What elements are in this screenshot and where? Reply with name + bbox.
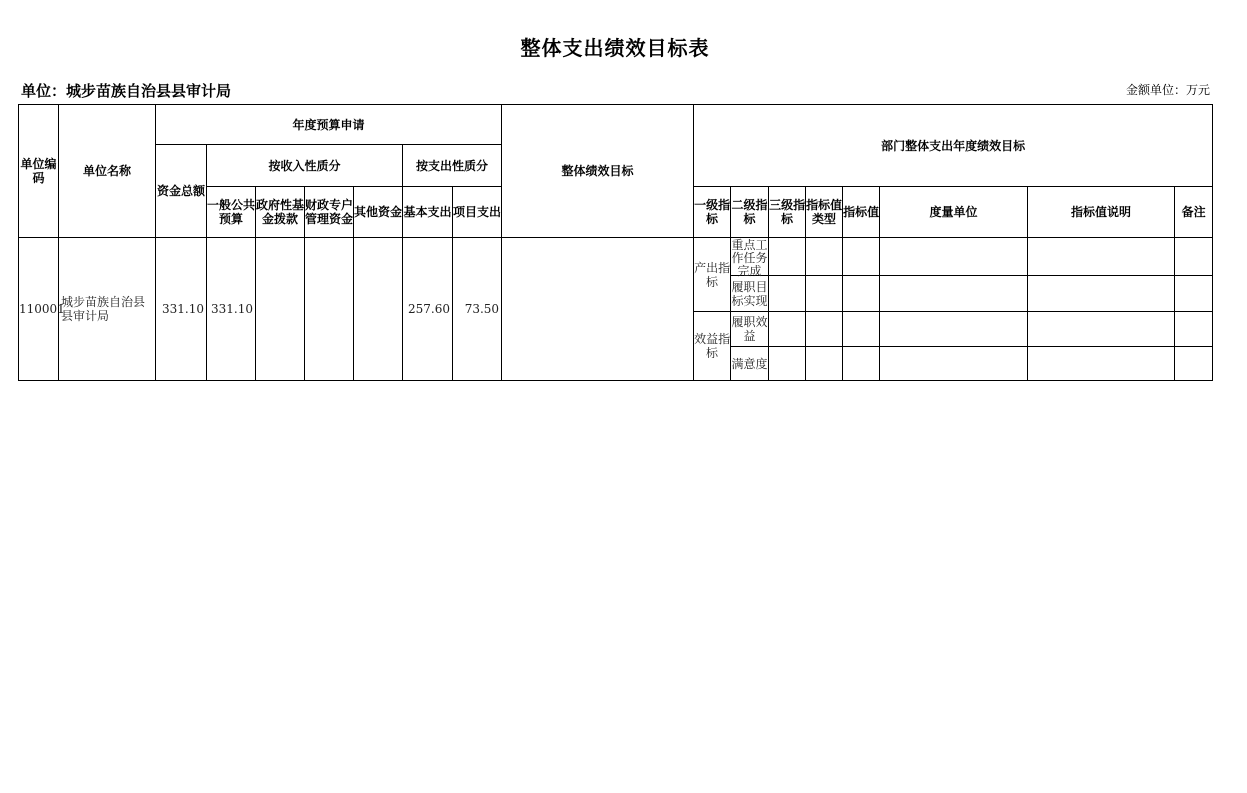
header-level1: 一级指标 (694, 187, 731, 238)
header-value-type: 指标值类型 (806, 187, 843, 238)
header-general-public: 一般公共预算 (207, 187, 256, 238)
header-annual-budget: 年度预算申请 (156, 105, 502, 145)
header-total-funds: 资金总额 (156, 145, 207, 238)
header-overall-goal: 整体绩效目标 (502, 105, 694, 238)
cell-general-public: 331.10 (207, 238, 256, 381)
cell-empty (1175, 312, 1213, 347)
cell-empty (1028, 276, 1175, 312)
header-project-expense: 项目支出 (453, 187, 502, 238)
indicator-benefit: 效益指标 (694, 312, 731, 381)
cell-special-account (305, 238, 354, 381)
cell-empty (880, 347, 1028, 381)
header-gov-fund: 政府性基金拨款 (256, 187, 305, 238)
cell-empty (880, 312, 1028, 347)
header-by-income: 按收入性质分 (207, 145, 403, 187)
cell-total-funds: 331.10 (156, 238, 207, 381)
cell-empty (1175, 238, 1213, 276)
indicator-key-tasks-text: 重点工作任务完成 (731, 237, 768, 278)
cell-empty (843, 238, 880, 276)
header-level3: 三级指标 (769, 187, 806, 238)
indicator-duty-benefit: 履职效益 (731, 312, 769, 347)
cell-empty (843, 312, 880, 347)
header-level2: 二级指标 (731, 187, 769, 238)
cell-empty (1028, 238, 1175, 276)
header-remark: 备注 (1175, 187, 1213, 238)
indicator-key-tasks (731, 238, 769, 276)
cell-empty (806, 276, 843, 312)
cell-unit-name: 城步苗族自治县县审计局 (59, 238, 156, 381)
cell-empty (1028, 312, 1175, 347)
cell-empty (880, 238, 1028, 276)
header-unit-code: 单位编码 (19, 105, 59, 238)
cell-empty (880, 276, 1028, 312)
header-by-expenditure: 按支出性质分 (403, 145, 502, 187)
cell-empty (769, 312, 806, 347)
header-unit-name: 单位名称 (59, 105, 156, 238)
money-unit-label: 金额单位：万元 (1125, 83, 1210, 97)
cell-empty (769, 238, 806, 276)
header-other-funds: 其他资金 (354, 187, 403, 238)
indicator-satisfaction: 满意度 (731, 347, 769, 381)
cell-other-funds (354, 238, 403, 381)
header-measure-unit: 度量单位 (880, 187, 1028, 238)
cell-empty (1175, 347, 1213, 381)
header-value: 指标值 (843, 187, 880, 238)
cell-empty (1028, 347, 1175, 381)
indicator-duty-fulfill: 履职目标实现 (731, 276, 769, 312)
page-title: 整体支出绩效目标表 (520, 36, 710, 60)
cell-empty (806, 312, 843, 347)
indicator-output: 产出指标 (694, 238, 731, 312)
unit-label: 单位：城步苗族自治县县审计局 (21, 82, 232, 100)
cell-basic-expense: 257.60 (403, 238, 453, 381)
header-special-account: 财政专户管理资金 (305, 187, 354, 238)
cell-unit-code: 110001 (19, 238, 59, 381)
cell-empty (806, 347, 843, 381)
cell-empty (1175, 276, 1213, 312)
cell-empty (806, 238, 843, 276)
cell-empty (769, 347, 806, 381)
performance-table (18, 104, 1213, 381)
header-dept-goal: 部门整体支出年度绩效目标 (694, 105, 1213, 187)
header-basic-expense: 基本支出 (403, 187, 453, 238)
cell-empty (769, 276, 806, 312)
cell-gov-fund (256, 238, 305, 381)
cell-overall-goal (502, 238, 694, 381)
cell-project-expense: 73.50 (453, 238, 502, 381)
cell-empty (843, 347, 880, 381)
cell-empty (843, 276, 880, 312)
header-value-desc: 指标值说明 (1028, 187, 1175, 238)
